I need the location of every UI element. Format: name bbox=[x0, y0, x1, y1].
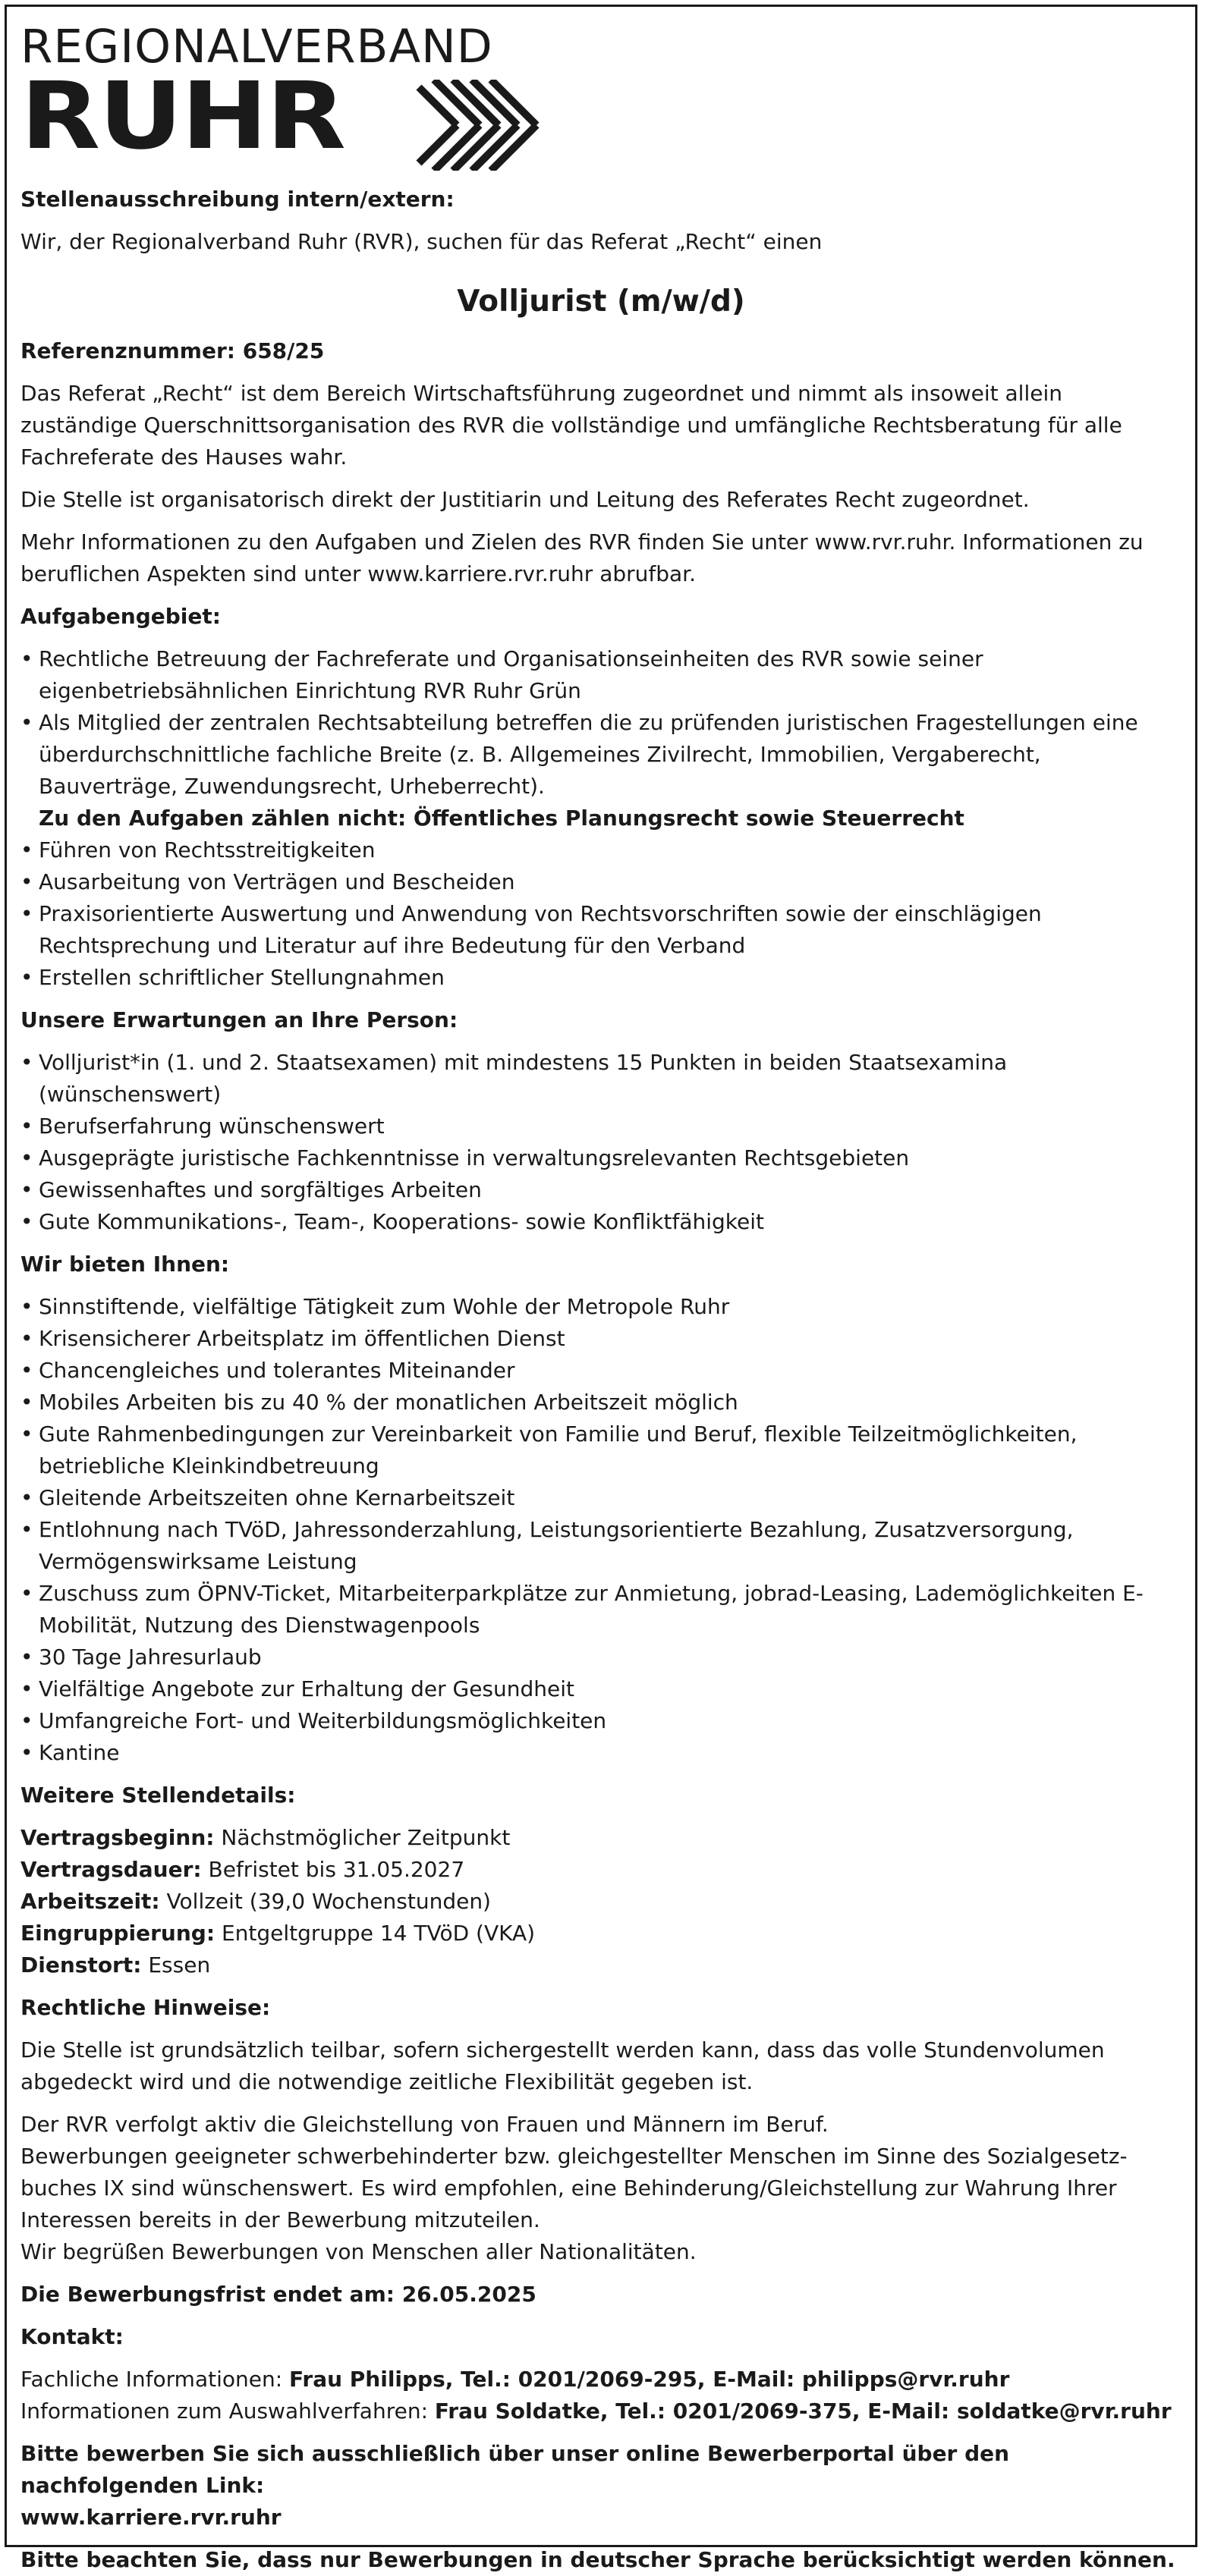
contact-value: Frau Philipps, Tel.: 0201/2069-295, E-Mail: philipps@rvr.ruhr bbox=[289, 2367, 1010, 2392]
description-paragraph: Mehr Informationen zu den Aufgaben und Zielen des RVR finden Sie unter www.rvr.ruhr. Informationen zu beruflichen Aspekten sind unter www.karriere.rvr.ruhr abrufbar. bbox=[20, 529, 1144, 586]
detail-row bbox=[20, 1886, 1181, 1918]
detail-label: Eingruppierung: bbox=[20, 1921, 216, 1946]
description-paragraph: Das Referat „Recht“ ist dem Bereich Wirtschaftsführung zugeordnet und nimmt als insoweit allein zuständige Querschnittsorganisation des RVR die vollständige und umfängliche Rechtsberatung für alle Fachreferate des Hauses wahr. bbox=[20, 381, 1122, 470]
ad-kind: Stellenausschreibung intern/extern: bbox=[20, 187, 455, 212]
detail-label: Dienstort: bbox=[20, 1952, 142, 1978]
detail-value: Essen bbox=[148, 1952, 211, 1978]
list-item: • Als Mitglied der zentralen Rechtsabteilung betreffen die zu prüfenden juristischen Fragestellungen eine überdurchschnittliche fachliche Breite (z. B. Allgemeines Zivilrecht, Immobilien, Vergaberecht, Bauverträge, Zuwendungsrecht, Urheberrecht). bbox=[20, 707, 1181, 803]
application-deadline: Die Bewerbungsfrist endet am: 26.05.2025 bbox=[20, 2282, 536, 2307]
list-item: • Ausgeprägte juristische Fachkenntnisse in verwaltungsrelevanten Rechtsgebieten bbox=[20, 1142, 1181, 1174]
contact-line bbox=[20, 2364, 1181, 2395]
detail-label: Vertragsbeginn: bbox=[20, 1825, 215, 1850]
description-paragraph: Die Stelle ist organisatorisch direkt der Justitiarin und Leitung des Referates Recht zugeordnet. bbox=[20, 487, 1030, 512]
job-ad-frame bbox=[5, 5, 1197, 2572]
list-item: • Führen von Rechtsstreitigkeiten bbox=[20, 834, 1181, 866]
contact-value: Frau Soldatke, Tel.: 0201/2069-375, E-Mail: soldatke@rvr.ruhr bbox=[434, 2399, 1172, 2424]
list-item: • Chancengleiches und tolerantes Miteinander bbox=[20, 1355, 1181, 1387]
detail-value: Vollzeit (39,0 Wochenstunden) bbox=[166, 1889, 491, 1914]
tasks-heading: Aufgabengebiet: bbox=[20, 604, 221, 629]
job-title: Volljurist (m/w/d) bbox=[457, 284, 745, 319]
legal-paragraph: Wir begrüßen Bewerbungen von Menschen aller Nationalitäten. bbox=[20, 2239, 697, 2264]
list-item: • Vielfältige Angebote zur Erhaltung der Gesundheit bbox=[20, 1673, 1181, 1705]
rvr-logo bbox=[20, 20, 1181, 184]
list-item: • 30 Tage Jahresurlaub bbox=[20, 1641, 1181, 1673]
list-item: • Sinnstiftende, vielfältige Tätigkeit zum Wohle der Metropole Ruhr bbox=[20, 1291, 1181, 1323]
legal-paragraph: Der RVR verfolgt aktiv die Gleichstellung von Frauen und Männern im Beruf. bbox=[20, 2112, 829, 2137]
tasks-exclusion: Zu den Aufgaben zählen nicht: Öffentliches Planungsrecht sowie Steuerrecht bbox=[39, 806, 964, 831]
apply-link[interactable]: www.karriere.rvr.ruhr bbox=[20, 2505, 282, 2530]
list-item: • Rechtliche Betreuung der Fachreferate und Organisationseinheiten des RVR sowie seiner eigenbetriebsähnlichen Einrichtung RVR Ruhr Grün bbox=[20, 643, 1181, 707]
detail-value: Nächstmöglicher Zeitpunkt bbox=[221, 1825, 511, 1850]
list-item: • Praxisorientierte Auswertung und Anwendung von Rechtsvorschriften sowie der einschlägigen Rechtsprechung und Literatur auf ihre Bedeutung für den Verband bbox=[20, 898, 1181, 962]
list-item: • Gute Rahmenbedingungen zur Vereinbarkeit von Familie und Beruf, flexible Teilzeitmöglichkeiten, betriebliche Kleinkindbetreuung bbox=[20, 1418, 1181, 1482]
list-item: • Entlohnung nach TVöD, Jahressonderzahlung, Leistungsorientierte Bezahlung, Zusatzversorgung, Vermögenswirksame Leistung bbox=[20, 1514, 1181, 1578]
expectations-heading: Unsere Erwartungen an Ihre Person: bbox=[20, 1007, 458, 1032]
list-item: • Gleitende Arbeitszeiten ohne Kernarbeitszeit bbox=[20, 1482, 1181, 1514]
offers-list bbox=[20, 1291, 1181, 1769]
detail-value: Befristet bis 31.05.2027 bbox=[208, 1857, 465, 1882]
logo-line-1: REGIONALVERBAND bbox=[20, 20, 493, 74]
detail-label: Vertragsdauer: bbox=[20, 1857, 202, 1882]
list-item: • Gewissenhaftes und sorgfältiges Arbeiten bbox=[20, 1174, 1181, 1206]
contact-line bbox=[20, 2395, 1181, 2427]
logo-line-2: RUHR bbox=[20, 62, 345, 170]
contact-heading: Kontakt: bbox=[20, 2324, 124, 2349]
contact-label: Informationen zum Auswahlverfahren: bbox=[20, 2399, 435, 2424]
legal-heading: Rechtliche Hinweise: bbox=[20, 1995, 271, 2020]
list-item: • Volljurist*in (1. und 2. Staatsexamen) mit mindestens 15 Punkten in beiden Staatsexamina (wünschenswert) bbox=[20, 1047, 1181, 1111]
details-heading: Weitere Stellendetails: bbox=[20, 1783, 296, 1808]
reference-number: Referenznummer: 658/25 bbox=[20, 338, 325, 363]
job-ad-content bbox=[20, 20, 1181, 2576]
contact-label: Fachliche Informationen: bbox=[20, 2367, 290, 2392]
detail-row bbox=[20, 1854, 1181, 1886]
list-item: • Erstellen schriftlicher Stellungnahmen bbox=[20, 962, 1181, 994]
legal-paragraph: Die Stelle ist grundsätzlich teilbar, sofern sichergestellt werden kann, dass das volle Stundenvolumen abgedeckt wird und die notwendige zeitliche Flexibilität gegeben ist. bbox=[20, 2037, 1105, 2094]
detail-row bbox=[20, 1918, 1181, 1949]
detail-row bbox=[20, 1822, 1181, 1854]
detail-value: Entgeltgruppe 14 TVöD (VKA) bbox=[221, 1921, 536, 1946]
list-item: • Mobiles Arbeiten bis zu 40 % der monatlichen Arbeitszeit möglich bbox=[20, 1387, 1181, 1418]
logo-stripes-icon bbox=[411, 80, 548, 171]
list-item: • Berufserfahrung wünschenswert bbox=[20, 1111, 1181, 1142]
tasks-list bbox=[20, 643, 1181, 803]
list-item: • Kantine bbox=[20, 1737, 1181, 1769]
list-item: • Umfangreiche Fort- und Weiterbildungsmöglichkeiten bbox=[20, 1705, 1181, 1737]
tasks-list-continued bbox=[20, 834, 1181, 994]
apply-note: Bitte bewerben Sie sich ausschließlich über unser online Bewerberportal über den nachfolgenden Link: bbox=[20, 2441, 1010, 2498]
detail-row bbox=[20, 1949, 1181, 1981]
language-note: Bitte beachten Sie, dass nur Bewerbungen in deutscher Sprache berücksichtigt werden können. bbox=[20, 2547, 1175, 2572]
legal-paragraph: Bewerbungen geeigneter schwerbehinderter bzw. gleichgestellter Menschen im Sinne des Sozialgesetz- buches IX sind wünschenswert. Es wird empfohlen, eine Behinderung/Gleichstellung zur Wahrung Ihrer Interessen bereits in der Bewerbung mitzuteilen. bbox=[20, 2144, 1128, 2232]
list-item: • Ausarbeitung von Verträgen und Bescheiden bbox=[20, 866, 1181, 898]
detail-label: Arbeitszeit: bbox=[20, 1889, 160, 1914]
intro-text: Wir, der Regionalverband Ruhr (RVR), suchen für das Referat „Recht“ einen bbox=[20, 229, 823, 254]
offers-heading: Wir bieten Ihnen: bbox=[20, 1252, 230, 1277]
expectations-list bbox=[20, 1047, 1181, 1238]
list-item: • Krisensicherer Arbeitsplatz im öffentlichen Dienst bbox=[20, 1323, 1181, 1355]
list-item: • Zuschuss zum ÖPNV-Ticket, Mitarbeiterparkplätze zur Anmietung, jobrad-Leasing, Lademöglichkeiten E-Mobilität, Nutzung des Dienstwagenpools bbox=[20, 1578, 1181, 1641]
list-item: • Gute Kommunikations-, Team-, Kooperations- sowie Konfliktfähigkeit bbox=[20, 1206, 1181, 1238]
